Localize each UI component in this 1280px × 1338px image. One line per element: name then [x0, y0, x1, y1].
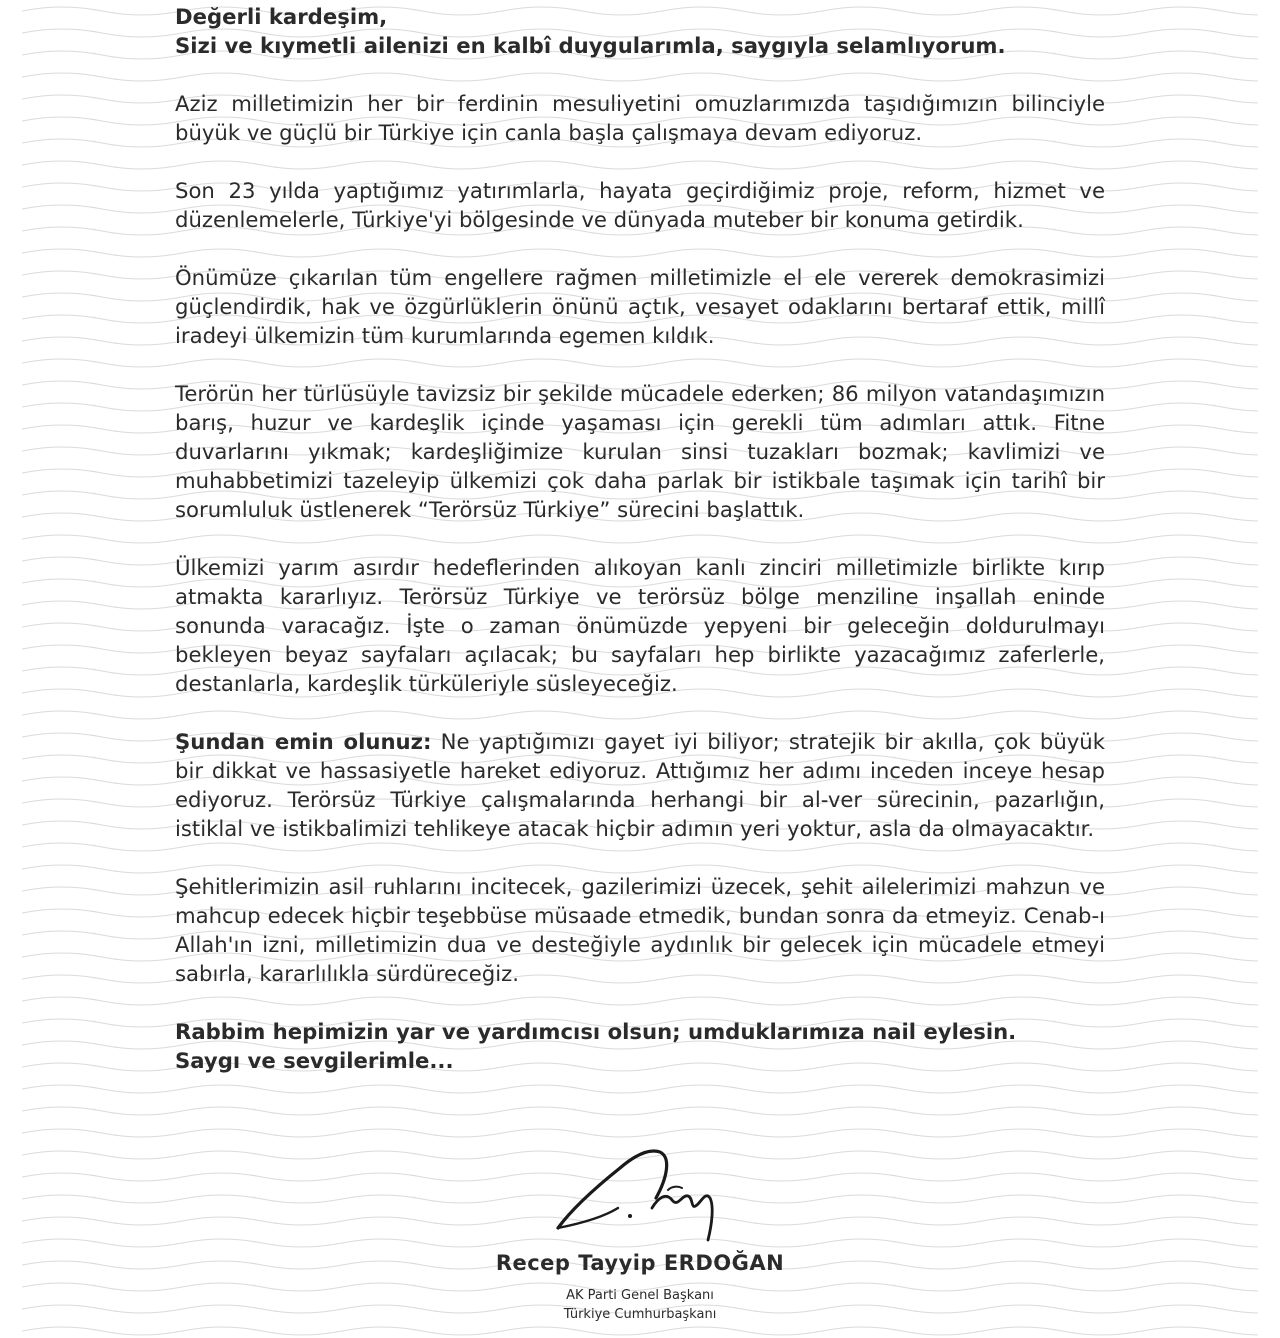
closing-block — [175, 1017, 1105, 1075]
paragraph-2: Son 23 yılda yaptığımız yatırımlarla, hayata geçirdiğimiz proje, reform, hizmet ve düzenlemelerle, Türkiye'yi bölgesinde ve dünyada muteber bir konuma getirdik. — [175, 178, 1105, 232]
paragraph-4: Terörün her türlüsüyle tavizsiz bir şekilde mücadele ederken; 86 milyon vatandaşımızın barış, huzur ve kardeşlik içinde yaşaması için gerekli tüm adımları attık. Fitne duvarlarını yıkmak; kardeşliğimize kurulan sinsi tuzakları bozmak; kavlimizi ve muhabbetimizi tazeleyip ülkemizi çok daha parlak bir istikbale taşımak için tarihî bir sorumluluk üstlenerek “Terörsüz Türkiye” sürecini başlattık. — [175, 381, 1105, 522]
greeting-line: Değerli kardeşim, — [175, 4, 388, 29]
emphasis-lead: Şundan emin olunuz: — [175, 729, 432, 754]
paragraph-5: Ülkemizi yarım asırdır hedeflerinden alıkoyan kanlı zinciri milletimizle birlikte kırıp atmakta kararlıyız. Terörsüz Türkiye ve terörsüz bölge menziline inşallah eninde sonunda varacağız. İşte o zaman önümüzde yepyeni bir geleceğin doldurulmayı bekleyen beyaz sayfaları açılacak; bu sayfaları hep birlikte yazacağımız zaferlerle, destanlarla, kardeşlik türküleriyle süsleyeceğiz. — [175, 555, 1105, 696]
signatory-title-party: AK Parti Genel Başkanı — [566, 1288, 714, 1303]
emphasis-text: Ne yaptığımızı gayet iyi biliyor; stratejik bir akılla, çok büyük bir dikkat ve hassasiyetle hareket ediyoruz. Attığımız her adımı inceden inceye hesap ediyoruz. Terörsüz Türkiye çalışmalarında herhangi bir al-ver sürecinin, pazarlığın, istiklal ve istikbalimizi tehlikeye atacak hiçbir adımın yeri yoktur, asla da olmayacaktır. — [175, 729, 1105, 841]
paragraph-6 — [175, 727, 1105, 843]
closing-prayer: Rabbim hepimizin yar ve yardımcısı olsun; umduklarımıza nail eylesin. — [175, 1019, 1017, 1044]
handwritten-signature — [548, 1142, 728, 1246]
paragraph-1: Aziz milletimizin her bir ferdinin mesuliyetini omuzlarımızda taşıdığımızın bilinciyle büyük ve güçlü bir Türkiye için canla başla çalışmaya devam ediyoruz. — [175, 91, 1105, 145]
signatory-title-president: Türkiye Cumhurbaşkanı — [563, 1307, 717, 1322]
greeting-salutation: Sizi ve kıymetli ailenizi en kalbî duygularımla, saygıyla selamlıyorum. — [175, 33, 1006, 58]
paragraph-3: Önümüze çıkarılan tüm engellere rağmen milletimizle el ele vererek demokrasimizi güçlendirdik, hak ve özgürlüklerin önünü açtık, vesayet odaklarını bertaraf ettik, millî iradeyi ülkemizin tüm kurumlarında egemen kıldık. — [175, 265, 1105, 348]
paragraph-7: Şehitlerimizin asil ruhlarını incitecek, gazilerimizi üzecek, şehit ailelerimizi mahzun ve mahcup edecek hiçbir teşebbüse müsaade etmedik, bundan sonra da etmeyiz. Cenab-ı Allah'ın izni, milletimizin dua ve desteğiyle aydınlık bir gelecek için mücadele etmeyi sabırla, kararlılıkla sürdüreceğiz. — [175, 874, 1105, 986]
closing-regards: Saygı ve sevgilerimle... — [175, 1048, 454, 1073]
signatory-name: Recep Tayyip ERDOĞAN — [495, 1251, 785, 1275]
letter-body — [175, 2, 1105, 1075]
